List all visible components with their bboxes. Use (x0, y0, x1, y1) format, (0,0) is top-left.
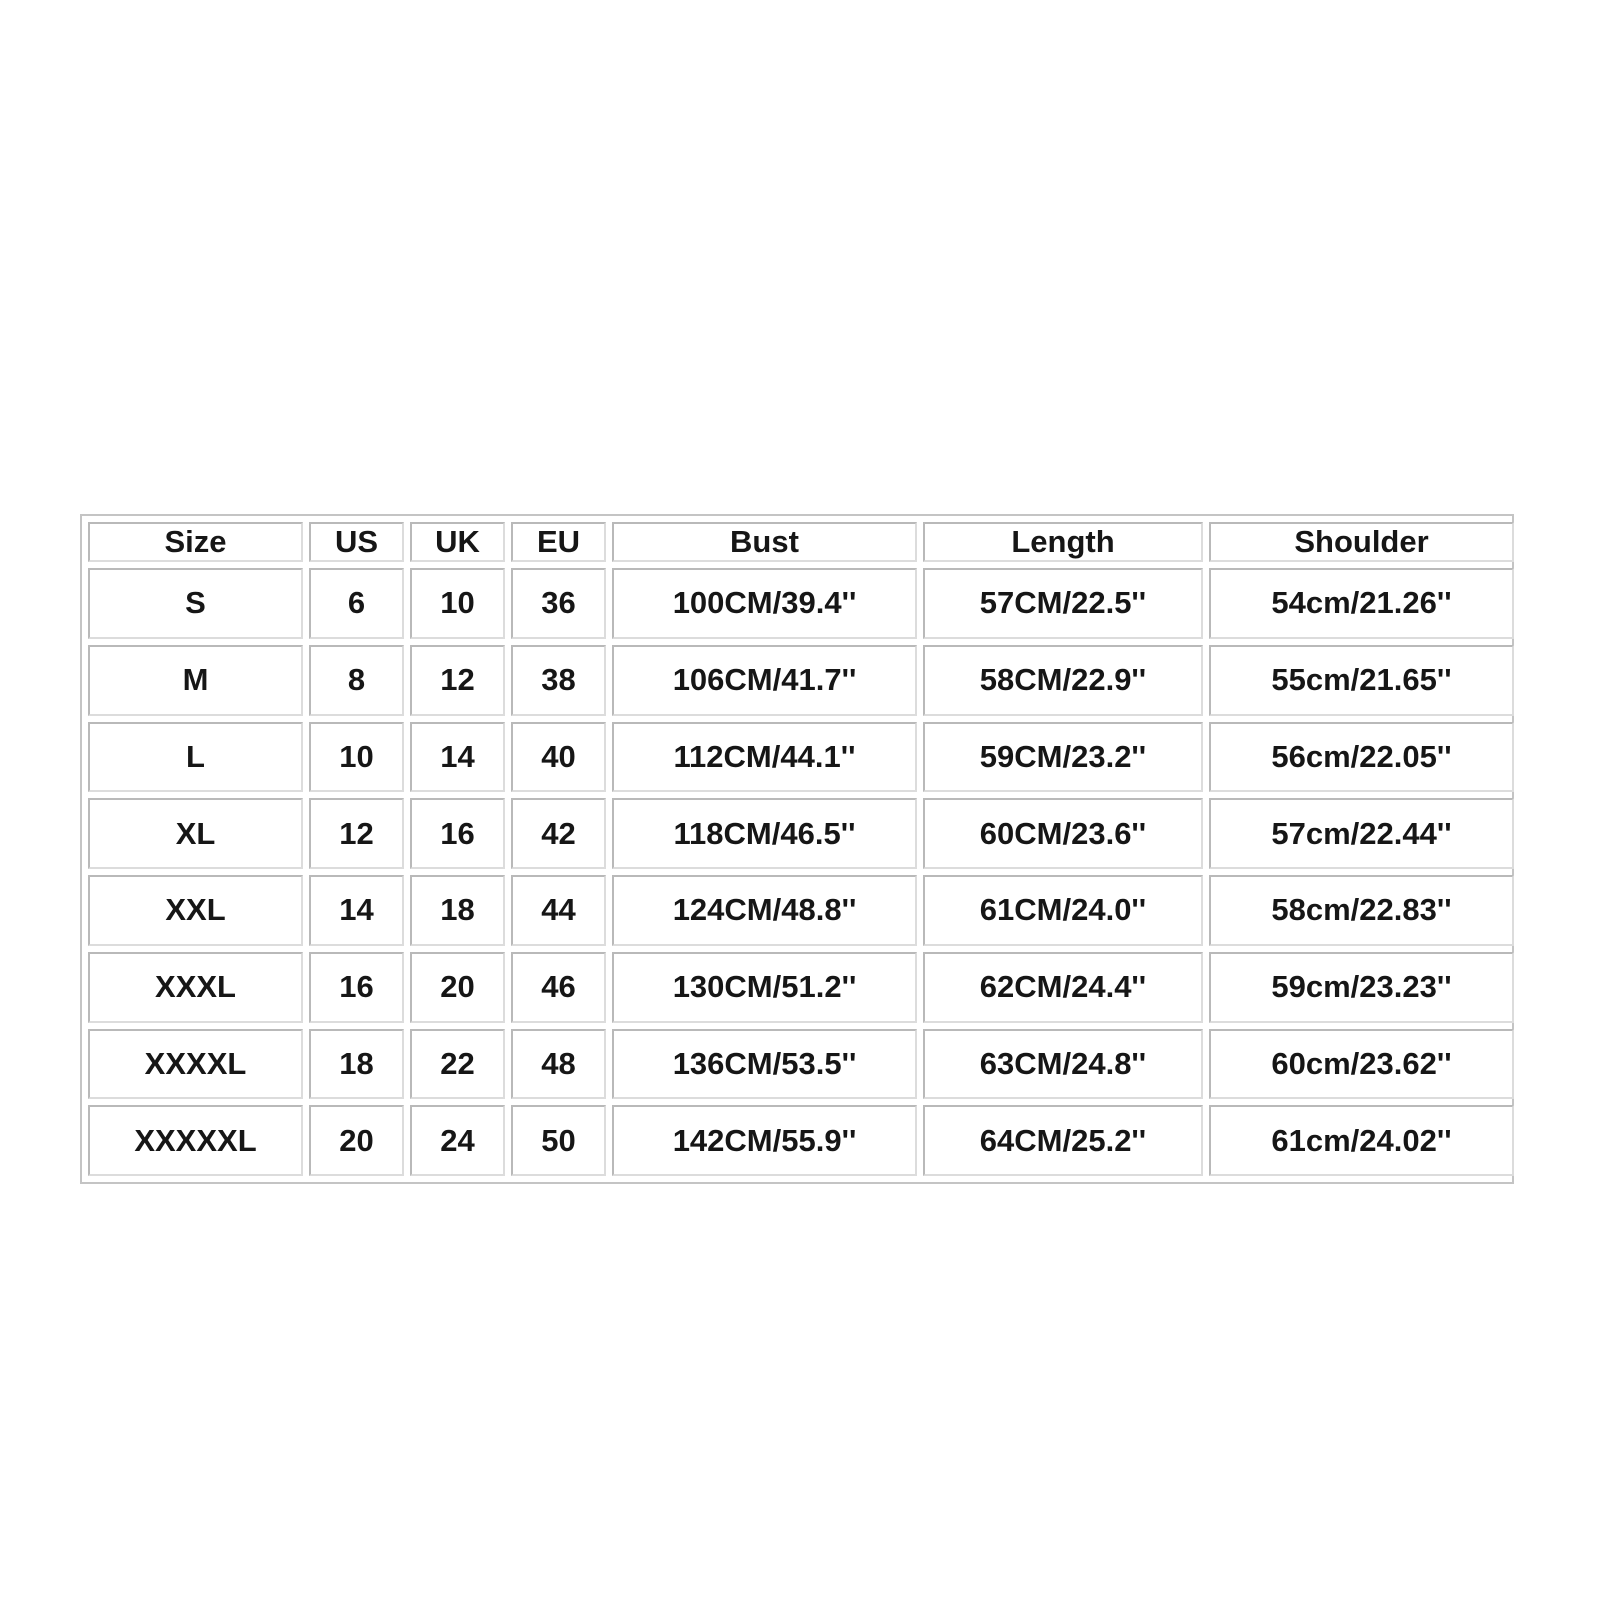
cell-bust: 124CM/48.8'' (612, 875, 917, 946)
table-header (88, 522, 1514, 562)
cell-length: 57CM/22.5'' (923, 568, 1203, 639)
cell-shoulder: 59cm/23.23'' (1209, 952, 1514, 1023)
header-row (88, 522, 1514, 562)
cell-bust: 136CM/53.5'' (612, 1029, 917, 1100)
cell-uk: 10 (410, 568, 505, 639)
cell-eu: 38 (511, 645, 606, 716)
table-row (88, 645, 1514, 716)
column-header-size: Size (88, 522, 303, 562)
cell-bust: 142CM/55.9'' (612, 1105, 917, 1176)
cell-length: 58CM/22.9'' (923, 645, 1203, 716)
cell-size: XL (88, 798, 303, 869)
cell-eu: 46 (511, 952, 606, 1023)
cell-eu: 36 (511, 568, 606, 639)
cell-us: 8 (309, 645, 404, 716)
cell-bust: 130CM/51.2'' (612, 952, 917, 1023)
table-row (88, 798, 1514, 869)
cell-length: 64CM/25.2'' (923, 1105, 1203, 1176)
cell-us: 20 (309, 1105, 404, 1176)
cell-eu: 42 (511, 798, 606, 869)
cell-size: XXXXL (88, 1029, 303, 1100)
column-header-shoulder: Shoulder (1209, 522, 1514, 562)
size-table (82, 516, 1520, 1182)
cell-shoulder: 61cm/24.02'' (1209, 1105, 1514, 1176)
table-row (88, 1029, 1514, 1100)
table-row (88, 568, 1514, 639)
cell-shoulder: 58cm/22.83'' (1209, 875, 1514, 946)
column-header-eu: EU (511, 522, 606, 562)
cell-eu: 48 (511, 1029, 606, 1100)
table-row (88, 1105, 1514, 1176)
cell-length: 62CM/24.4'' (923, 952, 1203, 1023)
table-row (88, 952, 1514, 1023)
column-header-us: US (309, 522, 404, 562)
cell-us: 12 (309, 798, 404, 869)
cell-uk: 24 (410, 1105, 505, 1176)
cell-size: L (88, 722, 303, 793)
cell-eu: 44 (511, 875, 606, 946)
cell-bust: 118CM/46.5'' (612, 798, 917, 869)
cell-uk: 16 (410, 798, 505, 869)
cell-uk: 18 (410, 875, 505, 946)
table-row (88, 722, 1514, 793)
cell-length: 60CM/23.6'' (923, 798, 1203, 869)
cell-us: 18 (309, 1029, 404, 1100)
cell-us: 16 (309, 952, 404, 1023)
cell-length: 61CM/24.0'' (923, 875, 1203, 946)
cell-shoulder: 55cm/21.65'' (1209, 645, 1514, 716)
cell-shoulder: 54cm/21.26'' (1209, 568, 1514, 639)
column-header-uk: UK (410, 522, 505, 562)
cell-us: 6 (309, 568, 404, 639)
cell-uk: 14 (410, 722, 505, 793)
table-row (88, 875, 1514, 946)
cell-length: 59CM/23.2'' (923, 722, 1203, 793)
cell-size: XXL (88, 875, 303, 946)
cell-length: 63CM/24.8'' (923, 1029, 1203, 1100)
cell-uk: 20 (410, 952, 505, 1023)
cell-bust: 112CM/44.1'' (612, 722, 917, 793)
cell-shoulder: 57cm/22.44'' (1209, 798, 1514, 869)
cell-size: XXXXXL (88, 1105, 303, 1176)
column-header-length: Length (923, 522, 1203, 562)
size-chart (80, 514, 1514, 1184)
cell-bust: 100CM/39.4'' (612, 568, 917, 639)
cell-size: XXXL (88, 952, 303, 1023)
cell-uk: 22 (410, 1029, 505, 1100)
cell-bust: 106CM/41.7'' (612, 645, 917, 716)
cell-us: 10 (309, 722, 404, 793)
cell-size: S (88, 568, 303, 639)
cell-shoulder: 56cm/22.05'' (1209, 722, 1514, 793)
cell-eu: 40 (511, 722, 606, 793)
table-body (88, 568, 1514, 1176)
column-header-bust: Bust (612, 522, 917, 562)
cell-uk: 12 (410, 645, 505, 716)
cell-size: M (88, 645, 303, 716)
cell-eu: 50 (511, 1105, 606, 1176)
cell-shoulder: 60cm/23.62'' (1209, 1029, 1514, 1100)
cell-us: 14 (309, 875, 404, 946)
